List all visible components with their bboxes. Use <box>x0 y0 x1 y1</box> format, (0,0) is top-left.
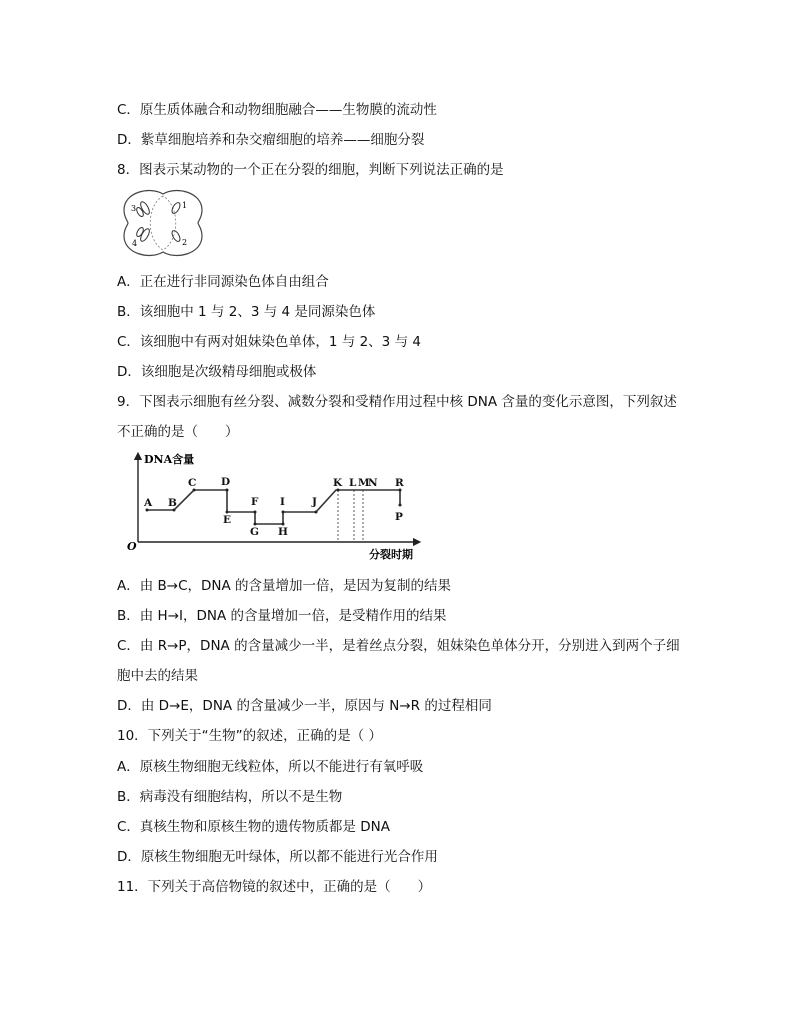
option-10a: A．原核生物细胞无线粒体，所以不能进行有氧呼吸 <box>117 759 424 775</box>
point-label: A <box>144 497 153 509</box>
point-j <box>315 511 318 514</box>
question-9-stem-cont: 不正确的是（ ） <box>117 424 239 440</box>
point-label: E <box>223 514 232 526</box>
option-7d: D．紫草细胞培养和杂交瘤细胞的培养——细胞分裂 <box>117 132 425 148</box>
point-p <box>399 504 402 507</box>
cell-division-figure <box>118 188 208 258</box>
point-label: B <box>168 497 177 509</box>
chromosome-label: 3 <box>131 204 137 213</box>
option-8b: B．该细胞中 1 与 2、3 与 4 是同源染色体 <box>117 304 376 320</box>
dna-curve <box>147 490 400 524</box>
chromosome-4 <box>135 226 151 242</box>
point-i <box>282 511 285 514</box>
point-label: I <box>280 496 285 508</box>
point-label: H <box>278 526 288 538</box>
question-9-stem: 9．下图表示细胞有丝分裂、减数分裂和受精作用过程中核 DNA 含量的变化示意图，下列叙述 <box>117 394 677 410</box>
point-label: G <box>250 526 259 538</box>
option-7c: C．原生质体融合和动物细胞融合——生物膜的流动性 <box>117 102 437 118</box>
option-9d: D．由 D→E，DNA 的含量减少一半，原因与 N→R 的过程相同 <box>117 698 492 714</box>
option-10d: D．原核生物细胞无叶绿体，所以都不能进行光合作用 <box>117 849 438 865</box>
point-d <box>226 489 229 492</box>
option-8d: D．该细胞是次级精母细胞或极体 <box>117 364 317 380</box>
point-label: P <box>395 511 403 523</box>
chromosome-1 <box>170 201 181 214</box>
point-label: R <box>395 477 404 489</box>
point-label: N <box>368 477 378 489</box>
origin-label: O <box>127 540 137 553</box>
option-9b: B．由 H→I，DNA 的含量增加一倍，是受精作用的结果 <box>117 608 447 624</box>
chromosome-2 <box>170 229 181 242</box>
x-axis-label: 分裂时期 <box>369 548 413 561</box>
point-f <box>254 511 257 514</box>
point-label: D <box>221 476 231 488</box>
option-10b: B．病毒没有细胞结构，所以不是生物 <box>117 789 343 805</box>
point-label: F <box>251 496 259 508</box>
option-9c-cont: 胞中去的结果 <box>117 668 198 684</box>
option-10c: C．真核生物和原核生物的遗传物质都是 DNA <box>117 819 390 835</box>
point-label: J <box>312 496 317 508</box>
chromosome-label: 2 <box>182 238 188 247</box>
chromosome-label: 1 <box>182 201 188 210</box>
option-9a: A．由 B→C，DNA 的含量增加一倍，是因为复制的结果 <box>117 578 452 594</box>
dna-content-chart <box>117 450 437 565</box>
y-axis-label: DNA含量 <box>144 453 195 466</box>
option-8c: C．该细胞中有两对姐妹染色单体，1 与 2、3 与 4 <box>117 334 421 350</box>
question-8-stem: 8．图表示某动物的一个正在分裂的细胞，判断下列说法正确的是 <box>117 162 504 178</box>
option-8a: A．正在进行非同源染色体自由组合 <box>117 274 329 290</box>
question-10-stem: 10．下列关于“生物”的叙述，正确的是（ ） <box>117 728 382 744</box>
question-11-stem: 11．下列关于高倍物镜的叙述中，正确的是（ ） <box>117 879 432 895</box>
spindle <box>150 196 176 250</box>
point-label: C <box>188 477 197 489</box>
point-label: M <box>358 477 370 489</box>
chromosome-label: 4 <box>132 239 138 248</box>
chromosome-3 <box>135 200 151 217</box>
point-label: K <box>333 477 343 489</box>
point-label: L <box>349 477 357 489</box>
option-9c: C．由 R→P，DNA 的含量减少一半，是着丝点分裂，姐妹染色单体分开，分别进入到两个子细 <box>117 638 680 654</box>
